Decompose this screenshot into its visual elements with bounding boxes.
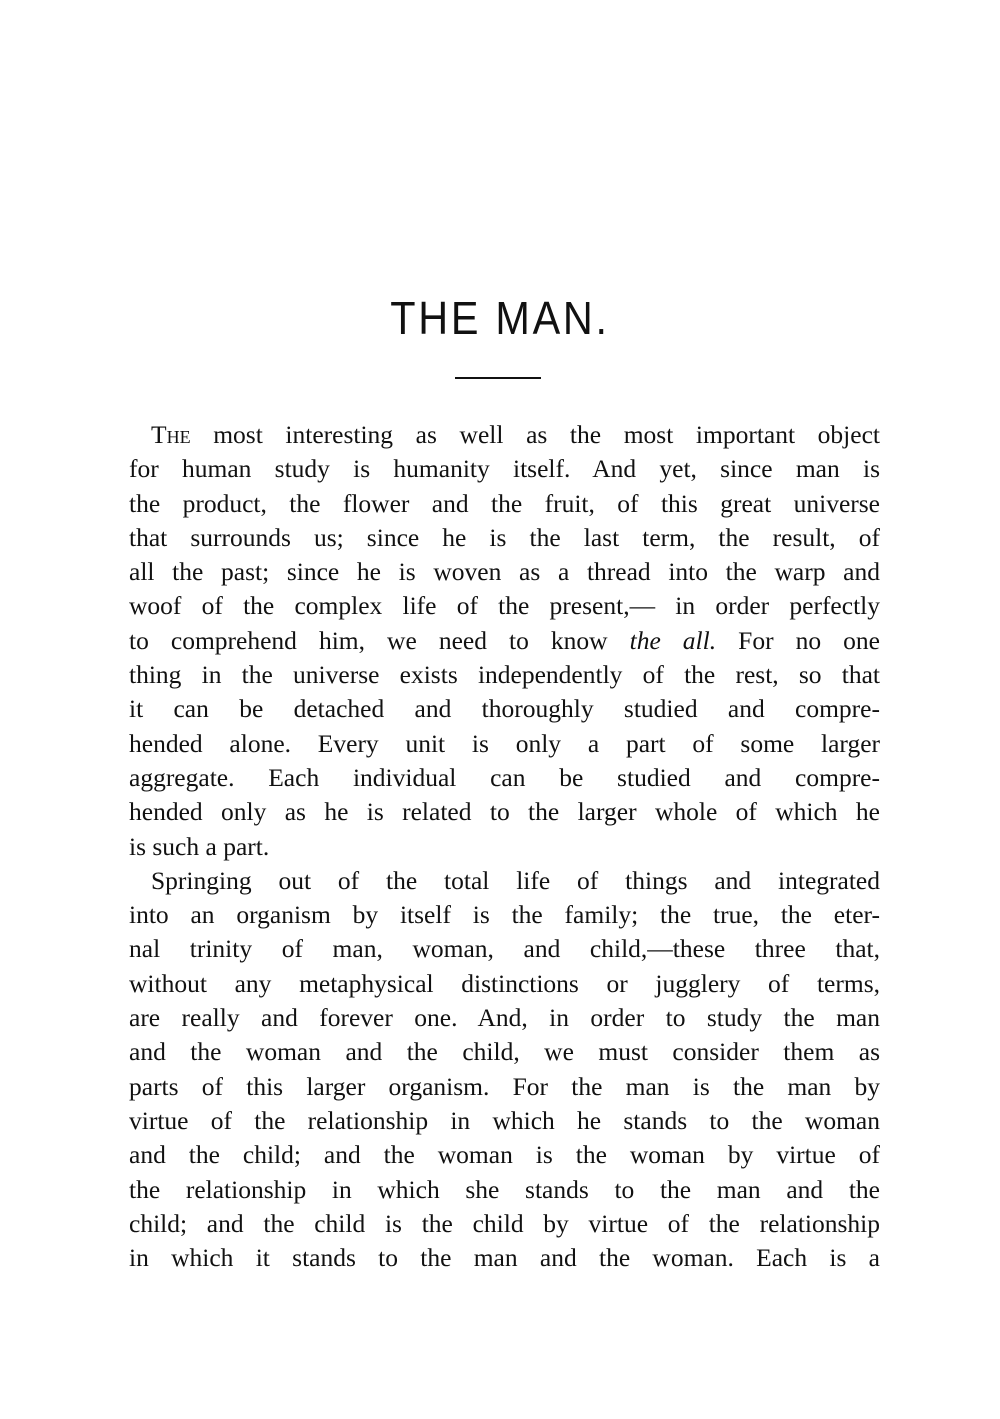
- paragraph-2: [129, 864, 880, 1276]
- text-line: into an organism by itself is the family; the true, the eter-: [129, 900, 880, 930]
- text-line: without any metaphysical distinctions or jugglery of terms,: [129, 968, 880, 998]
- text-line: nal trinity of man, woman, and child,—these three that,: [129, 934, 880, 964]
- text-line: are really and forever one. And, in order to study the man: [129, 1003, 880, 1033]
- text-line: all the past; since he is woven as a thread into the warp and: [129, 557, 880, 587]
- text-line: virtue of the relationship in which he stands to the woman: [129, 1105, 880, 1135]
- paragraph-lead-word: The: [151, 420, 191, 449]
- text-line: hended alone. Every unit is only a part of some larger: [129, 728, 880, 758]
- title-rule: [455, 377, 541, 379]
- text-line: child; and the child is the child by virtue of the relationship: [129, 1208, 880, 1238]
- text-line: in which it stands to the man and the woman. Each is a: [129, 1243, 880, 1273]
- text-line: it can be detached and thoroughly studied and compre-: [129, 694, 880, 724]
- emphasis-text: the all.: [629, 625, 717, 655]
- chapter-title: THE MAN.: [390, 292, 610, 344]
- text-line: and the woman and the child, we must consider them as: [129, 1037, 880, 1067]
- body-text: [129, 418, 880, 1275]
- text-line: hended only as he is related to the larger whole of which he: [129, 797, 880, 827]
- text-line: to comprehend him, we need to know the all. For no one: [129, 625, 880, 655]
- text-line: and the child; and the woman is the woman by virtue of: [129, 1140, 880, 1170]
- text-line: that surrounds us; since he is the last term, the result, of: [129, 522, 880, 552]
- text-line: aggregate. Each individual can be studied and compre-: [129, 762, 880, 792]
- text-line: the product, the flower and the fruit, of this great universe: [129, 488, 880, 518]
- text-line: for human study is humanity itself. And yet, since man is: [129, 454, 880, 484]
- text-line: Springing out of the total life of things and integrated: [151, 865, 880, 895]
- text-line: parts of this larger organism. For the man is the man by: [129, 1071, 880, 1101]
- text-line: thing in the universe exists independently of the rest, so that: [129, 660, 880, 690]
- text-line: woof of the complex life of the present,— in order perfectly: [129, 591, 880, 621]
- text-line: The most interesting as well as the most important object: [151, 420, 880, 449]
- text-line: is such a part.: [129, 831, 270, 861]
- paragraph-1: [129, 418, 880, 864]
- text-line: the relationship in which she stands to the man and the: [129, 1174, 880, 1204]
